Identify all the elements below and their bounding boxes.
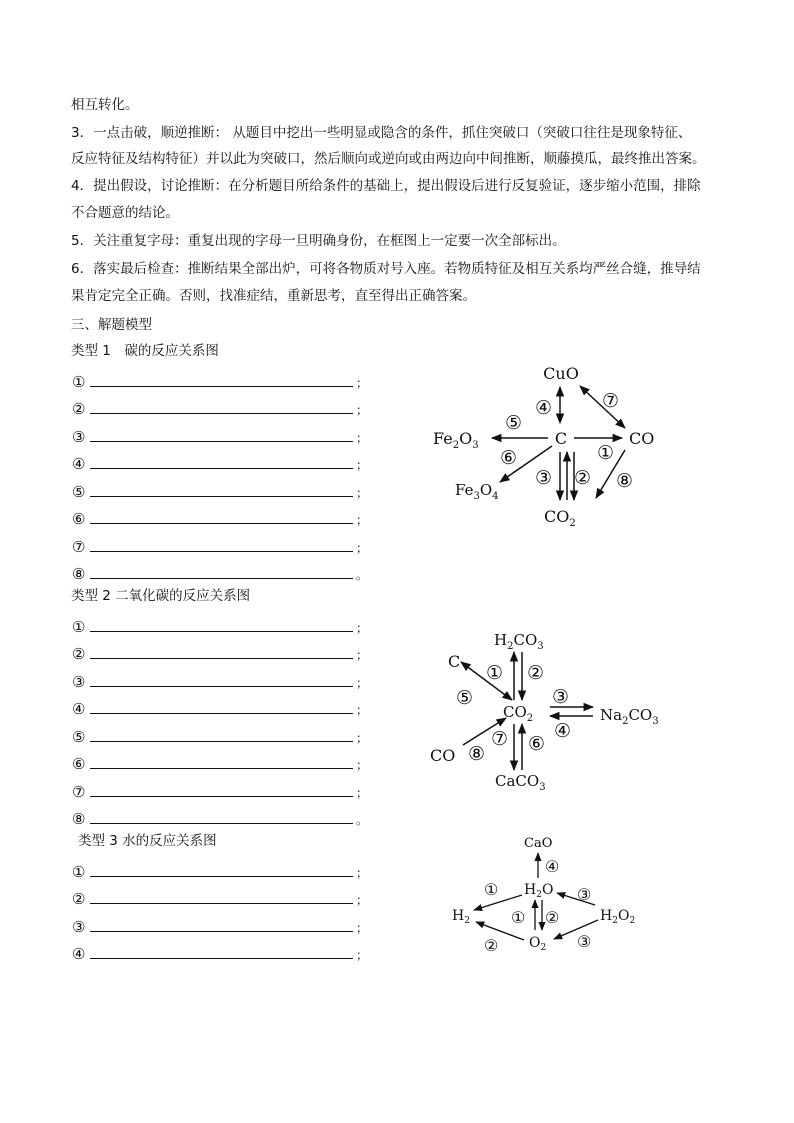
species-h2o2: $H_2O_2$ xyxy=(600,908,636,926)
blank-end: ； xyxy=(356,785,369,800)
section-title: 三、解题模型 xyxy=(71,317,152,333)
intro-line-5: 不合题意的结论。 xyxy=(71,205,179,221)
intro-line-4: 4．提出假设，讨论推断：在分析题目所给条件的基础上，提出假设后进行反复验证，逐步缩小范围，排除 xyxy=(71,178,701,194)
blank-end: ； xyxy=(356,703,369,717)
blank-number: ④ xyxy=(72,945,86,963)
label-3: ③ xyxy=(552,686,570,708)
intro-line-8: 果肯定完全正确。否则，找准症结，重新思考，直至得出正确答案。 xyxy=(71,288,476,304)
species-co2: $CO_2$ xyxy=(544,507,576,529)
species-h2: $H_2$ xyxy=(452,908,470,926)
blank-end: ； xyxy=(356,540,369,555)
blank-number: ① xyxy=(72,617,86,636)
blank-end: ； xyxy=(356,730,369,745)
blank-number: ⑦ xyxy=(72,537,86,556)
label-3-lower: ③ xyxy=(577,932,592,951)
blank-end: ； xyxy=(356,893,369,907)
species-c: C xyxy=(448,652,461,671)
blank-number: ⑥ xyxy=(72,510,86,528)
label-4: ④ xyxy=(554,720,572,742)
blank-number: ① xyxy=(72,862,86,881)
blank-number: ③ xyxy=(72,427,86,446)
label-2: ② xyxy=(527,662,545,684)
blank-end: ； xyxy=(356,648,369,662)
intro-line-7: 6．落实最后检查：推断结果全部出炉，可将各物质对号入座。若物质特征及相互关系均严丝合缝，推导结 xyxy=(71,261,701,277)
blank-number: ⑦ xyxy=(72,782,86,801)
species-co2: $CO_2$ xyxy=(503,703,534,724)
species-na2co3: $Na_2CO_3$ xyxy=(600,706,659,727)
blank-number: ② xyxy=(72,400,86,418)
blank-end: ； xyxy=(356,430,369,445)
species-fe2o3: $Fe_2O_3$ xyxy=(433,429,479,451)
blank-end: ； xyxy=(356,758,369,772)
label-1-upper: ① xyxy=(484,880,499,899)
species-co: CO xyxy=(430,746,456,765)
label-2-middle: ② xyxy=(545,908,560,927)
blank-number: ③ xyxy=(72,917,86,936)
blank-number: ② xyxy=(72,645,86,663)
blank-end: ； xyxy=(356,513,369,527)
label-8: ⑧ xyxy=(468,743,486,765)
blank-number: ⑤ xyxy=(72,482,86,501)
blank-end: ； xyxy=(356,920,369,935)
blank-end: ； xyxy=(356,458,369,472)
intro-line-2: 3．一点击破，顺逆推断： 从题目中挖出一些明显或隐含的条件，抓住突破口（突破口往往是现象特征、 xyxy=(71,125,692,141)
blank-number: ⑤ xyxy=(72,727,86,746)
label-2: ② xyxy=(574,467,592,489)
blank-number: ① xyxy=(72,372,86,391)
type-3-title: 类型 3 水的反应关系图 xyxy=(78,833,217,849)
intro-line-6: 5．关注重复字母：重复出现的字母一旦明确身份，在框图上一定要一次全部标出。 xyxy=(71,233,566,249)
blank-end: ； xyxy=(356,948,369,962)
blank-end: 。 xyxy=(356,568,369,582)
blank-number: ③ xyxy=(72,672,86,691)
species-c: C xyxy=(554,429,568,448)
blank-end: ； xyxy=(356,485,369,500)
species-fe3o4: $Fe_3O_4$ xyxy=(455,481,499,502)
species-h2o: $H_2O$ xyxy=(524,882,554,900)
blank-end: ； xyxy=(356,675,369,690)
label-1: ① xyxy=(486,662,504,684)
species-cao: CaO xyxy=(524,836,553,851)
blank-number: ⑧ xyxy=(72,565,86,583)
blank-end: 。 xyxy=(356,813,369,827)
blank-number: ② xyxy=(72,890,86,908)
blank-number: ④ xyxy=(72,700,86,718)
species-o2: $O_2$ xyxy=(529,935,547,953)
species-caco3: CaCO$_3$ xyxy=(495,772,546,793)
blank-end: ； xyxy=(356,865,369,880)
blank-number: ④ xyxy=(72,455,86,473)
species-h2co3: $H_2CO_3$ xyxy=(494,631,544,652)
label-6: ⑥ xyxy=(500,447,518,469)
blank-end: ； xyxy=(356,620,369,635)
label-3: ③ xyxy=(535,467,553,489)
label-2-lower: ② xyxy=(484,936,499,955)
label-6: ⑥ xyxy=(528,733,546,755)
type-2-title: 类型 2 二氧化碳的反应关系图 xyxy=(71,588,251,604)
species-cuo: CuO xyxy=(543,364,579,383)
label-1-middle: ① xyxy=(511,908,526,927)
label-8: ⑧ xyxy=(616,470,634,492)
label-5: ⑤ xyxy=(505,412,523,434)
species-co: CO xyxy=(629,429,655,448)
label-1: ① xyxy=(597,442,615,464)
label-3-upper: ③ xyxy=(577,885,592,904)
label-4: ④ xyxy=(535,397,553,419)
blank-end: ； xyxy=(356,375,369,390)
type-1-title: 类型 1 碳的反应关系图 xyxy=(71,343,219,359)
blank-number: ⑥ xyxy=(72,755,86,773)
blank-end: ； xyxy=(356,403,369,417)
blank-number: ⑧ xyxy=(72,810,86,828)
label-5: ⑤ xyxy=(456,687,474,709)
label-7: ⑦ xyxy=(491,728,509,750)
intro-line-1: 相互转化。 xyxy=(71,97,139,113)
label-4: ④ xyxy=(545,857,560,876)
label-7: ⑦ xyxy=(602,390,620,412)
intro-line-3: 反应特征及结构特征）并以此为突破口，然后顺向或逆向或由两边向中间推断，顺藤摸瓜，最终推出答案。 xyxy=(71,151,706,167)
